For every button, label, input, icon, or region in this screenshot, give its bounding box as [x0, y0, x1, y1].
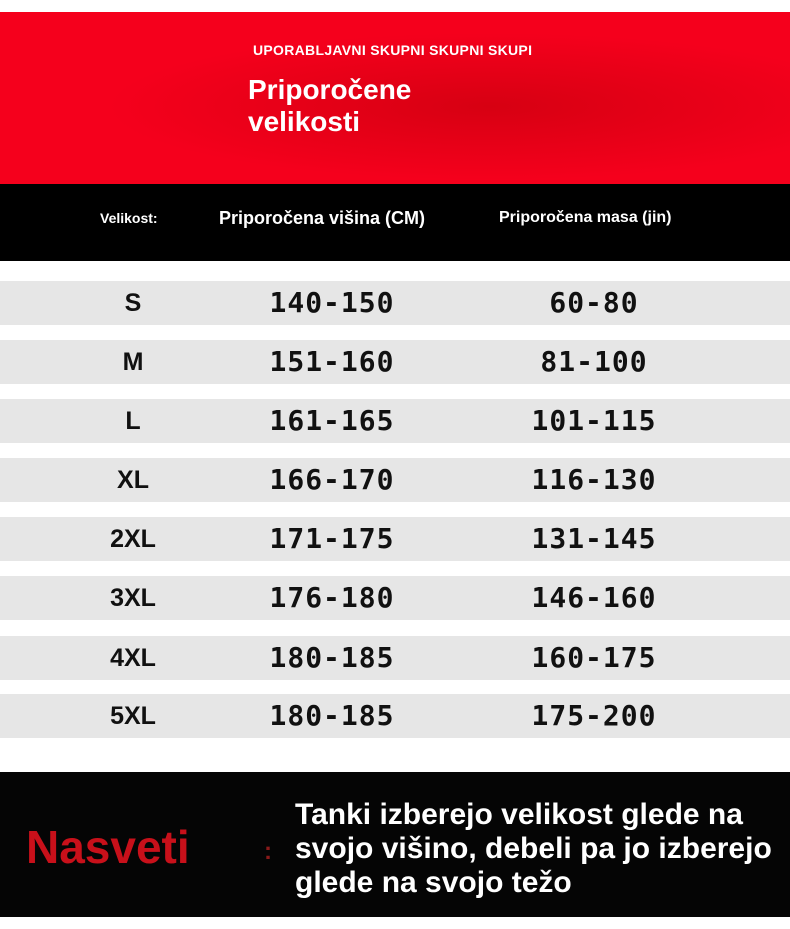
- size-cell: S: [124, 289, 142, 317]
- height-cell: 180-185: [269, 641, 395, 674]
- size-cell: XL: [117, 466, 149, 494]
- header-size: Velikost:: [100, 210, 158, 226]
- weight-cell: 81-100: [540, 345, 648, 378]
- size-cell: M: [122, 348, 144, 376]
- height-cell: 166-170: [269, 463, 395, 496]
- height-cell: 151-160: [269, 345, 395, 378]
- weight-cell: 101-115: [531, 404, 657, 437]
- weight-cell: 60-80: [549, 286, 639, 319]
- weight-cell: 160-175: [531, 641, 657, 674]
- page-title: Priporočene velikosti: [248, 74, 412, 137]
- header-weight: Priporočena masa (jin): [499, 209, 672, 226]
- table-row: [0, 694, 790, 738]
- table-row: [0, 517, 790, 561]
- size-cell: 4XL: [110, 644, 156, 672]
- weight-cell: 131-145: [531, 522, 657, 555]
- table-header: [0, 184, 790, 261]
- tips-separator: :: [264, 838, 272, 865]
- height-cell: 161-165: [269, 404, 395, 437]
- height-cell: 176-180: [269, 581, 395, 614]
- size-cell: L: [125, 407, 141, 435]
- weight-cell: 116-130: [531, 463, 657, 496]
- tips-label: Nasveti: [26, 821, 190, 873]
- table-row: [0, 636, 790, 680]
- size-cell: 2XL: [110, 525, 156, 553]
- table-row: [0, 458, 790, 502]
- table-row: [0, 281, 790, 325]
- header-height: Priporočena višina (CM): [219, 208, 426, 228]
- height-cell: 180-185: [269, 699, 395, 732]
- title-banner: [0, 12, 790, 184]
- banner-kicker: UPORABLJAVNI SKUPNI SKUPNI SKUPI: [253, 42, 533, 58]
- table-row: [0, 576, 790, 620]
- size-cell: 5XL: [110, 702, 156, 730]
- weight-cell: 175-200: [531, 699, 657, 732]
- tips-panel: [0, 772, 790, 917]
- weight-cell: 146-160: [531, 581, 657, 614]
- size-cell: 3XL: [110, 584, 156, 612]
- tips-text: Tanki izberejo velikost glede na svojo višino, debeli pa jo izberejo glede na svojo težo: [295, 798, 772, 899]
- height-cell: 140-150: [269, 286, 395, 319]
- table-row: [0, 399, 790, 443]
- table-row: [0, 340, 790, 384]
- height-cell: 171-175: [269, 522, 395, 555]
